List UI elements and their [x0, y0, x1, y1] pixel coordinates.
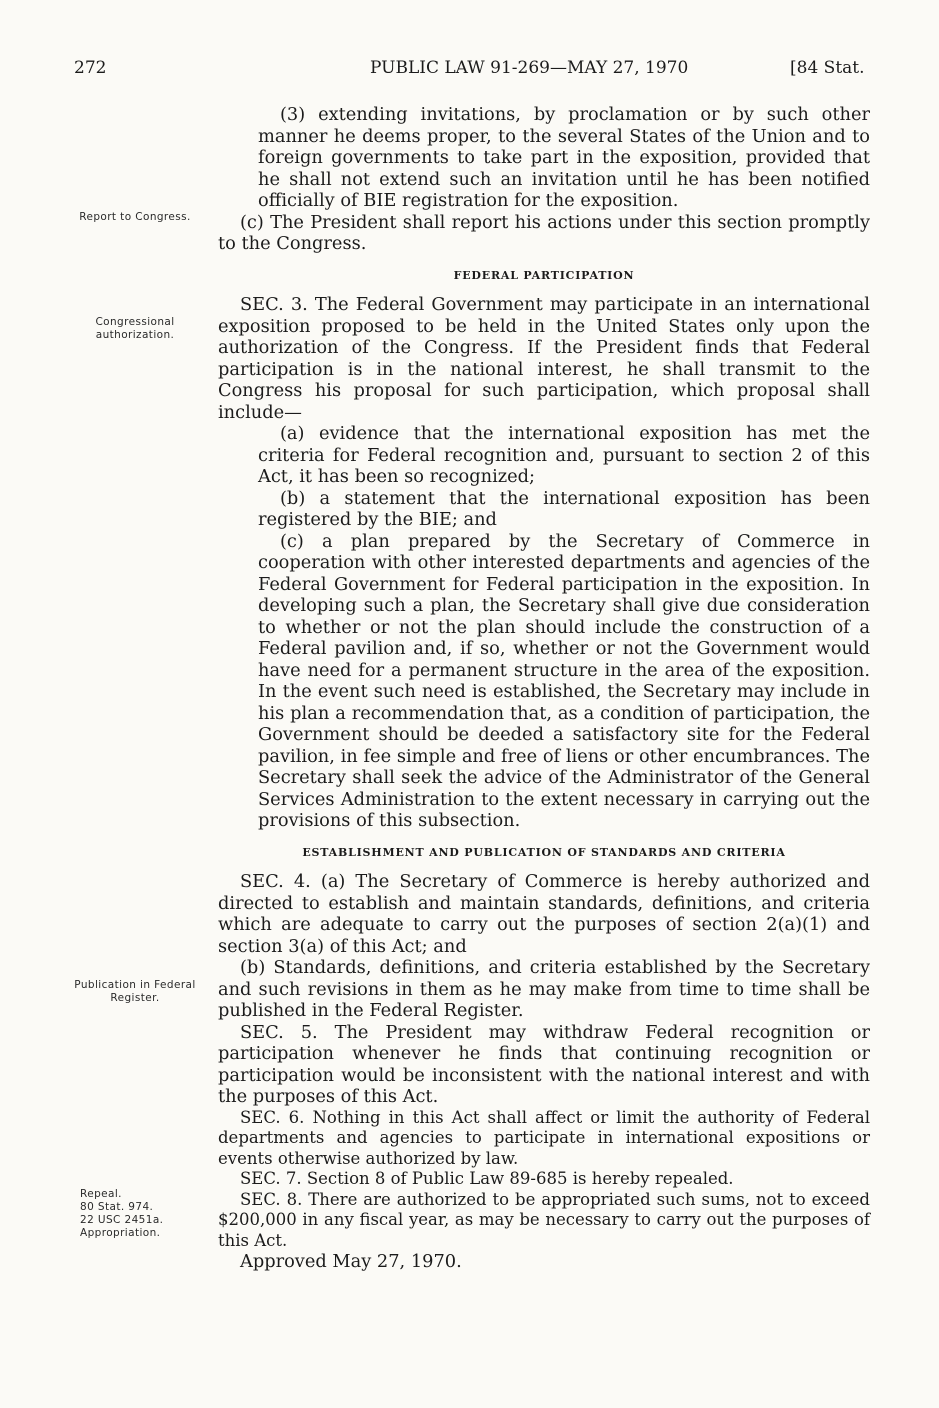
section-3-c: (c) a plan prepared by the Secretary of Commerce in cooperation with other interested departments and agencies of the Federal Government for Federal participation in the exposition. In developing such a plan, the Secretary shall give due consideration to whether or not the plan should include the construction of a Federal pavilion and, if so, whether or not the Government would have need for a permanent structure in the area of the exposition. In the event such need is established, the Secretary may include in his plan a recommendation that, as a condition of participation, the Government should be deeded a satisfactory site for the Federal pavilion, in fee simple and free of liens or other encumbrances. The Secretary shall seek the advice of the Administrator of the General Services Administration to the extent necessary in carrying out the provisions of this subsection.: [258, 530, 870, 831]
paragraph-3: (3) extending invitations, by proclamation or by such other manner he deems proper, to the several States of the Union and to foreign governments to take part in the exposition, provided that he shall not extend such an invitation until he has been notified officially of BIE registration for the exposition.: [258, 104, 870, 211]
margin-note-report: Report to Congress.: [79, 211, 191, 223]
section-8: SEC. 8. There are authorized to be appropriated such sums, not to exceed $200,000 in any fiscal year, as may be necessary to carry out the purposes of this Act.: [218, 1189, 870, 1250]
margin-note-repeal-line: Repeal.: [80, 1188, 122, 1200]
margin-note-repeal: [80, 1188, 210, 1240]
paragraph-c: (c) The President shall report his actions under this section promptly to the Congress.: [218, 211, 870, 254]
section-3-a: (a) evidence that the international exposition has met the criteria for Federal recognition and, pursuant to section 2 of this Act, it has been so recognized;: [258, 423, 870, 487]
section-6: SEC. 6. Nothing in this Act shall affect or limit the authority of Federal departments and agencies to participate in international expositions or events otherwise authorized by law.: [218, 1107, 870, 1168]
margin-note-appropriation: Appropriation.: [80, 1227, 161, 1239]
approved-date: Approved May 27, 1970.: [240, 1251, 462, 1272]
section-7: SEC. 7. Section 8 of Public Law 89-685 is hereby repealed.: [240, 1169, 734, 1188]
page-title: PUBLIC LAW 91-269—MAY 27, 1970: [370, 58, 689, 78]
section-5: SEC. 5. The President may withdraw Federal recognition or participation whenever he finds that continuing recognition or participation would be inconsistent with the national interest and with the purposes of this Act.: [218, 1021, 870, 1107]
margin-note-publication: Publication in Federal Register.: [74, 979, 196, 1004]
statute-reference: [84 Stat.: [790, 58, 865, 78]
margin-note-authorization: Congressional authorization.: [95, 316, 175, 341]
section-4-a: SEC. 4. (a) The Secretary of Commerce is hereby authorized and directed to establish and maintain standards, definitions, and criteria which are adequate to carry out the purposes of section 2(a)(1) and section 3(a) of this Act; and: [218, 871, 870, 957]
heading-standards: ESTABLISHMENT AND PUBLICATION OF STANDARDS AND CRITERIA: [302, 845, 786, 859]
margin-note-repeal-usc: 22 USC 2451a.: [80, 1214, 164, 1226]
page-number: 272: [74, 58, 107, 78]
margin-note-repeal-stat: 80 Stat. 974.: [80, 1201, 154, 1213]
heading-federal-participation: FEDERAL PARTICIPATION: [453, 268, 635, 282]
main-text: [218, 104, 870, 1273]
section-4-b: (b) Standards, definitions, and criteria established by the Secretary and such revisions in them as he may make from time to time shall be published in the Federal Register.: [218, 957, 870, 1021]
section-3-b: (b) a statement that the international exposition has been registered by the BIE; and: [258, 487, 870, 530]
section-3: SEC. 3. The Federal Government may participate in an international exposition proposed to be held in the United States only upon the authorization of the Congress. If the President finds that Federal participation is in the national interest, he shall transmit to the Congress his proposal for such participation, which proposal shall include—: [218, 294, 870, 423]
